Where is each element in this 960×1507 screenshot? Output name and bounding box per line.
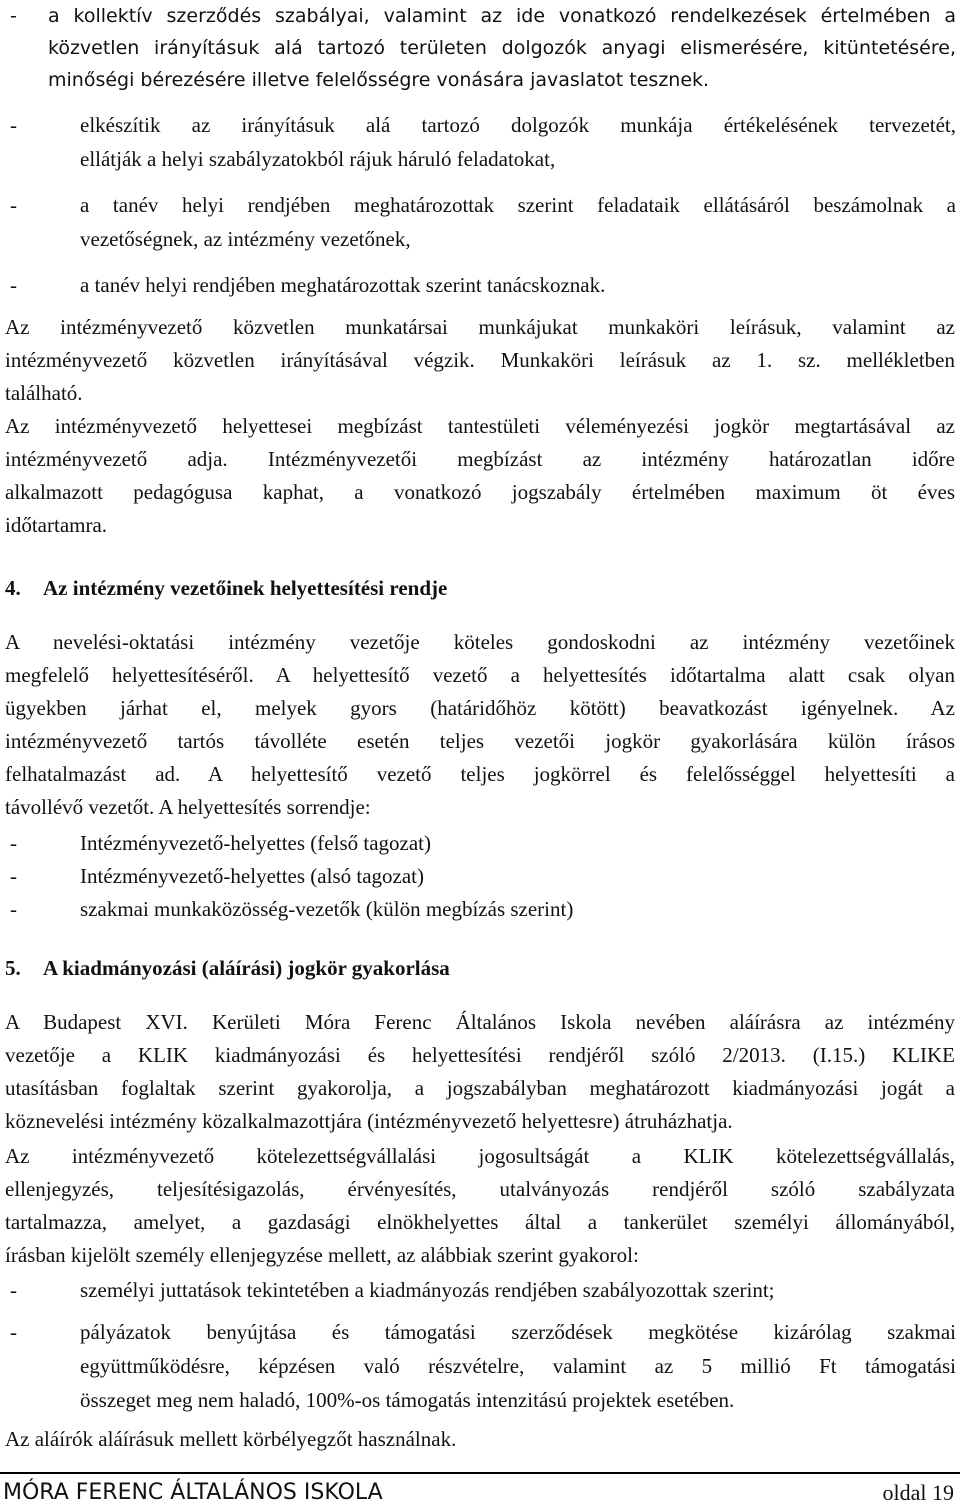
footer-divider (0, 1472, 960, 1474)
paragraph (5, 1006, 955, 1138)
text-line: távollévő vezetőt. A helyettesítés sorrendje: (5, 795, 371, 819)
text-line: utasításban foglaltak szerint gyakorolja, a jogszabályban meghatározott kiadmányozási jogát a (5, 1076, 955, 1100)
paragraph (5, 410, 955, 542)
text-line: időtartamra. (5, 513, 108, 537)
text-line: vezetőségnek, az intézmény vezetőnek, (80, 227, 411, 251)
text-line: összeget meg nem haladó, 100%-os támogatás intenzitású projektek esetében. (80, 1388, 735, 1412)
paragraph (5, 1140, 955, 1272)
section-number: 4. (5, 576, 21, 600)
text-line: ügyekben járhat el, melyek gyors (határidőhöz kötött) beavatkozást igényelnek. Az (5, 696, 955, 720)
list-dash: - (10, 113, 17, 137)
paragraph (5, 1423, 955, 1456)
text-line: a tanév helyi rendjében meghatározottak szerint feladataik ellátásáról beszámolnak a (80, 193, 956, 217)
text-line: Intézményvezető-helyettes (alsó tagozat) (80, 864, 424, 888)
text-line: a tanév helyi rendjében meghatározottak szerint tanácskoznak. (80, 273, 606, 297)
paragraph (5, 311, 955, 410)
section-number: 5. (5, 956, 21, 980)
text-line: található. (5, 381, 83, 405)
text-line: intézményvezető adja. Intézményvezetői megbízást az intézmény határozatlan időre (5, 447, 955, 471)
text-line: ellenjegyzés, teljesítésigazolás, érvényesítés, utalványozás rendjéről szóló szabályzata (5, 1177, 955, 1201)
text-line: Az intézményvezető helyettesei megbízást tantestületi véleményezési jogkör megtartásával az (5, 414, 955, 438)
text-line: Az intézményvezető közvetlen munkatársai munkájukat munkaköri leírásuk, valamint az (5, 315, 955, 339)
text-line: ellátják a helyi szabályzatokból rájuk háruló feladatokat, (80, 147, 556, 171)
list-dash: - (10, 1320, 17, 1344)
text-line: a kollektív szerződés szabályai, valamint az ide vonatkozó rendelkezések értelmében a (48, 5, 956, 27)
section-title: Az intézmény vezetőinek helyettesítési rendje (43, 576, 448, 600)
text-line: Az intézményvezető kötelezettségvállalási jogosultságát a KLIK kötelezettségvállalás, (5, 1144, 955, 1168)
section-title: A kiadmányozási (aláírási) jogkör gyakorlása (43, 956, 450, 980)
list-dash: - (10, 897, 17, 921)
text-line: írásban kijelölt személy ellenjegyzése mellett, az alábbiak szerint gyakorol: (5, 1243, 639, 1267)
section-heading (5, 951, 450, 985)
footer-school-name: MÓRA FERENC ÁLTALÁNOS ISKOLA (3, 1480, 383, 1505)
text-line: felhatalmazást ad. A helyettesítő vezető teljes jogkörrel és felelősséggel helyettesíti a (5, 762, 955, 786)
footer-page-number: oldal 19 (882, 1480, 954, 1505)
text-line: szakmai munkaközösség-vezetők (külön megbízás szerint) (80, 897, 574, 921)
text-line: A nevelési-oktatási intézmény vezetője köteles gondoskodni az intézmény vezetőinek (5, 630, 955, 654)
list-dash: - (10, 831, 17, 855)
text-line: tartalmazza, amelyet, a gazdasági elnökhelyettes által a tankerület személyi állományából, (5, 1210, 955, 1234)
text-line: személyi juttatások tekintetében a kiadmányozás rendjében szabályozottak szerint; (80, 1278, 775, 1302)
section-heading (5, 571, 447, 605)
text-line: intézményvezető közvetlen irányításával végzik. Munkaköri leírásuk az 1. sz. mellékletben (5, 348, 955, 372)
list-dash: - (10, 864, 17, 888)
list-dash: - (10, 193, 17, 217)
list-dash: - (10, 5, 17, 27)
list-dash: - (10, 273, 17, 297)
text-line: A Budapest XVI. Kerületi Móra Ferenc Általános Iskola nevében aláírásra az intézmény (5, 1010, 955, 1034)
text-line: alkalmazott pedagógusa kaphat, a vonatkozó jogszabály értelmében maximum öt éves (5, 480, 955, 504)
text-line: minőségi bérezésére illetve felelősségre vonására javaslatot tesznek. (48, 69, 710, 91)
text-line: Az aláírók aláírásuk mellett körbélyegzőt használnak. (5, 1427, 457, 1451)
text-line: pályázatok benyújtása és támogatási szerződések megkötése kizárólag szakmai (80, 1320, 956, 1344)
text-line: együttműködésre, képzésen való részvételre, valamint az 5 millió Ft támogatási (80, 1354, 956, 1378)
text-line: Intézményvezető-helyettes (felső tagozat) (80, 831, 431, 855)
text-line: közvetlen irányításuk alá tartozó területen dolgozók anyagi elismerésére, kitüntetésére, (48, 37, 956, 59)
text-line: vezetője a KLIK kiadmányozási és helyettesítési rendjéről szóló 2/2013. (I.15.) KLIKE (5, 1043, 955, 1067)
text-line: intézményvezető tartós távolléte esetén teljes vezetői jogkör gyakorlására külön írásos (5, 729, 955, 753)
paragraph (5, 626, 955, 824)
text-line: megfelelő helyettesítéséről. A helyettesítő vezető a helyettesítés időtartalma alatt csak olyan (5, 663, 955, 687)
text-line: elkészítik az irányításuk alá tartozó dolgozók munkája értékelésének tervezetét, (80, 113, 956, 137)
text-line: köznevelési intézmény közalkalmazottjára (intézményvezető helyettesre) átruházhatja. (5, 1109, 733, 1133)
list-dash: - (10, 1278, 17, 1302)
